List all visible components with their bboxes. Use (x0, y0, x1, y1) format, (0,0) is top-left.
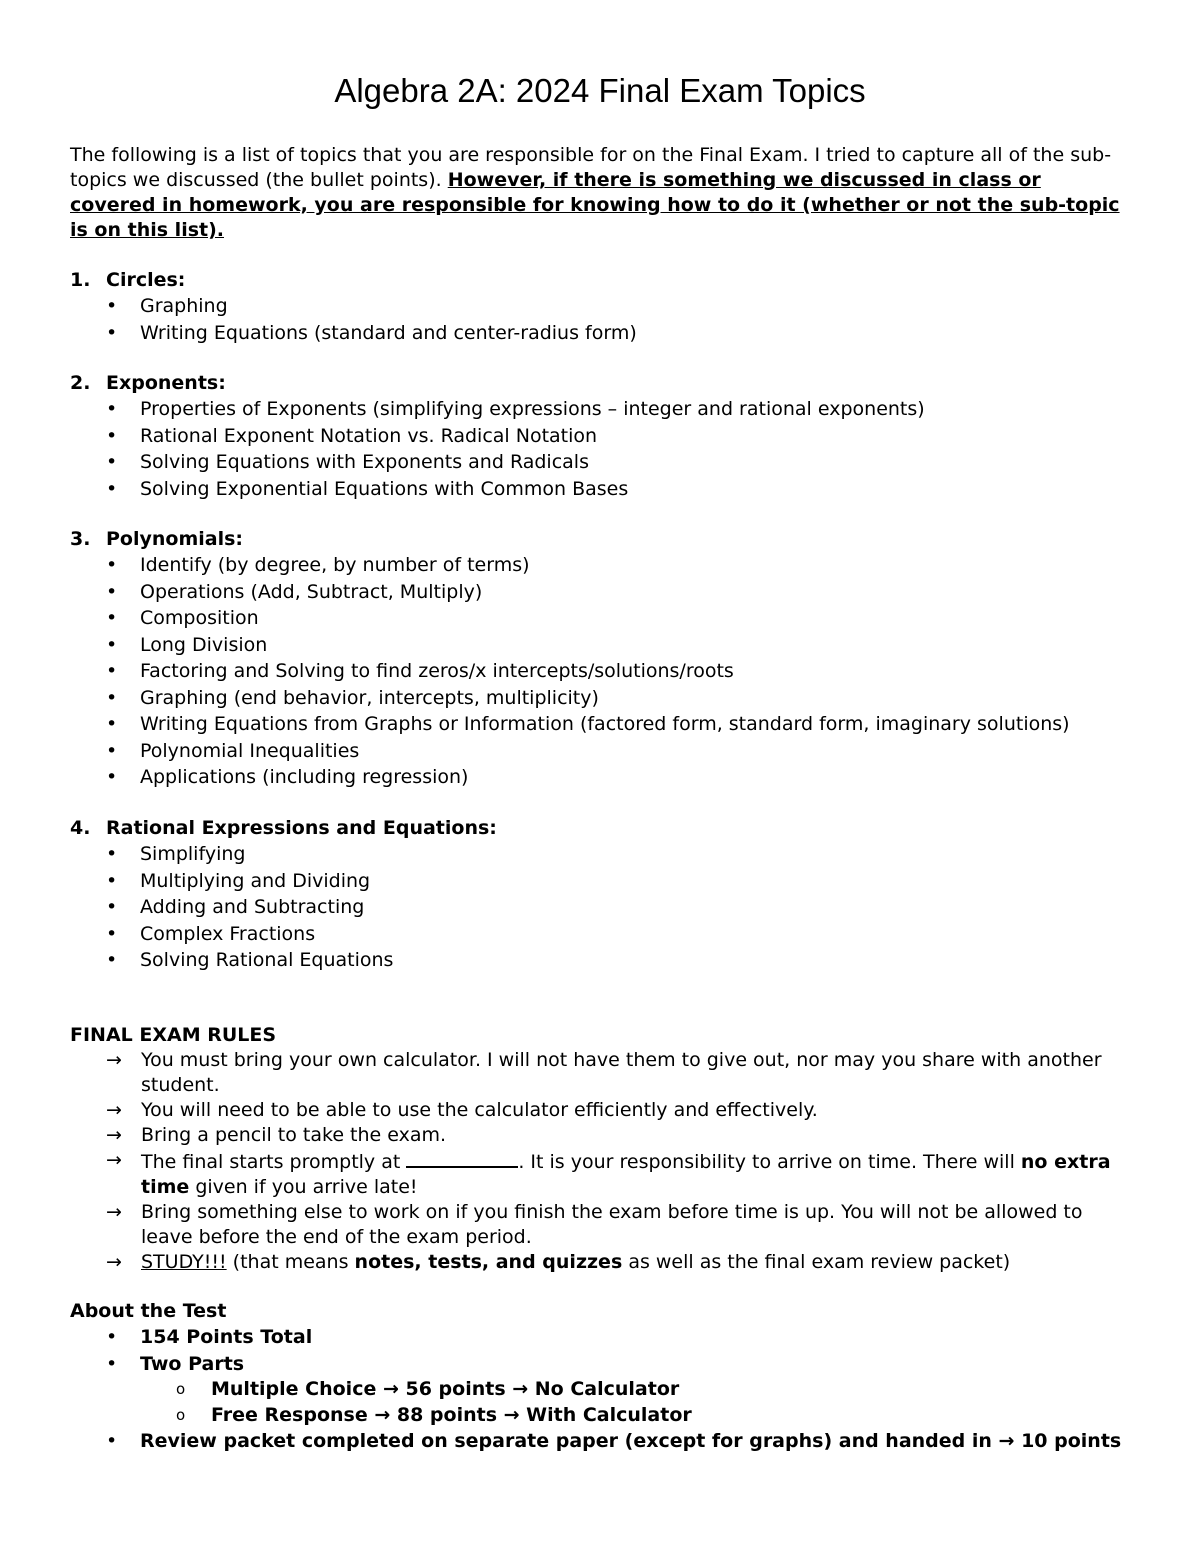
section-heading: Circles: (106, 269, 186, 291)
rule-text: given if you arrive late! (195, 1176, 418, 1198)
topic-list (70, 841, 1140, 974)
section-number: 3. (70, 528, 91, 550)
rule-item (70, 1250, 1140, 1275)
topic-list (70, 552, 1140, 791)
list-item: • Polynomial Inequalities (70, 738, 1140, 765)
rule-text: Bring something else to work on if you finish the exam before time is up. You will not be allowed to leave before the end of the exam period. (141, 1201, 1083, 1248)
section-circles (70, 267, 1140, 346)
section-title (70, 267, 1140, 293)
rule-item (70, 1148, 1140, 1200)
list-item: • Complex Fractions (70, 921, 1140, 948)
section-number: 4. (70, 817, 91, 839)
topic-list (70, 396, 1140, 502)
rule-text: Bring a pencil to take the exam. (141, 1124, 447, 1146)
rule-item (70, 1123, 1140, 1148)
parts-label: Two Parts (140, 1352, 245, 1375)
rule-bold-text: notes, tests, and quizzes (354, 1251, 623, 1273)
list-item (70, 1351, 1140, 1429)
about-list (70, 1324, 1140, 1455)
list-item: • Writing Equations (standard and center-radius form) (70, 320, 1140, 347)
rule-item (70, 1048, 1140, 1098)
section-title (70, 815, 1140, 841)
sub-list-item (140, 1377, 1140, 1403)
arrow-icon: → (106, 1201, 122, 1223)
section-title (70, 526, 1140, 552)
list-item: • Review packet completed on separate paper (except for graphs) and handed in → 10 points (70, 1428, 1140, 1455)
rule-bold-text: no extra time (141, 1151, 1111, 1198)
list-item: • Solving Exponential Equations with Common Bases (70, 476, 1140, 503)
list-item: • Operations (Add, Subtract, Multiply) (70, 579, 1140, 606)
section-polynomials (70, 526, 1140, 791)
list-item: • Writing Equations from Graphs or Information (factored form, standard form, imaginary solutions) (70, 711, 1140, 738)
list-item: • Graphing (70, 293, 1140, 320)
intro-text: The following is a list of topics that you are responsible for on the Final Exam. I tried to capture all of the sub-topics we discussed (the bullet points). (70, 144, 1112, 191)
list-item: • 154 Points Total (70, 1324, 1140, 1351)
list-item: • Factoring and Solving to find zeros/x intercepts/solutions/roots (70, 658, 1140, 685)
arrow-icon: → (106, 1149, 122, 1171)
circle-bullet-icon: o (176, 1405, 186, 1424)
intro-paragraph (70, 143, 1130, 243)
rule-text: You must bring your own calculator. I will not have them to give out, nor may you share with another student. (141, 1049, 1102, 1096)
list-item: • Simplifying (70, 841, 1140, 868)
rule-text: . It is your responsibility to arrive on time. There will (518, 1151, 1015, 1173)
list-item: • Long Division (70, 632, 1140, 659)
rule-text: You will need to be able to use the calculator efficiently and effectively. (141, 1099, 818, 1121)
list-item: • Solving Rational Equations (70, 947, 1140, 974)
rule-item (70, 1200, 1140, 1250)
page-title: Algebra 2A: 2024 Final Exam Topics (334, 72, 866, 109)
section-number: 2. (70, 372, 91, 394)
final-exam-rules (70, 1022, 1140, 1275)
study-text: STUDY!!! (141, 1251, 227, 1273)
section-heading: Rational Expressions and Equations: (106, 817, 497, 839)
list-item: • Properties of Exponents (simplifying expressions – integer and rational exponents) (70, 396, 1140, 423)
parts-list (140, 1377, 1140, 1428)
list-item: • Applications (including regression) (70, 764, 1140, 791)
about-the-test (70, 1298, 1140, 1455)
sub-list-item (140, 1403, 1140, 1429)
section-rational-expressions (70, 815, 1140, 974)
section-heading: Polynomials: (106, 528, 244, 550)
rules-list (70, 1048, 1140, 1275)
list-item: • Graphing (end behavior, intercepts, multiplicity) (70, 685, 1140, 712)
list-item: • Identify (by degree, by number of terms) (70, 552, 1140, 579)
circle-bullet-icon: o (176, 1380, 186, 1398)
list-item: • Multiplying and Dividing (70, 868, 1140, 895)
rules-heading: FINAL EXAM RULES (70, 1024, 277, 1046)
arrow-icon: → (106, 1049, 122, 1071)
arrow-icon: → (106, 1251, 122, 1273)
rule-text: The final starts promptly at (141, 1151, 401, 1173)
section-heading: Exponents: (106, 372, 226, 394)
list-item: • Adding and Subtracting (70, 894, 1140, 921)
arrow-icon: → (106, 1099, 122, 1121)
list-item: • Composition (70, 605, 1140, 632)
section-number: 1. (70, 269, 91, 291)
topic-list (70, 293, 1140, 346)
arrow-icon: → (106, 1124, 122, 1146)
about-heading: About the Test (70, 1300, 227, 1322)
section-exponents (70, 370, 1140, 502)
list-item: • Rational Exponent Notation vs. Radical Notation (70, 423, 1140, 450)
rule-text: as well as the final exam review packet) (628, 1251, 1011, 1273)
list-item: • Solving Equations with Exponents and Radicals (70, 449, 1140, 476)
part-text: Free Response → 88 points → With Calculator (211, 1403, 692, 1426)
rule-text: (that means (232, 1251, 349, 1273)
intro-emphasis: However, if there is something we discussed in class or covered in homework, you are responsible for knowing how to do it (whether or not the sub-topic is on this list). (70, 169, 1120, 241)
part-text: Multiple Choice → 56 points → No Calculator (211, 1378, 680, 1400)
start-time-blank (406, 1148, 518, 1168)
section-title (70, 370, 1140, 396)
rule-item (70, 1098, 1140, 1123)
